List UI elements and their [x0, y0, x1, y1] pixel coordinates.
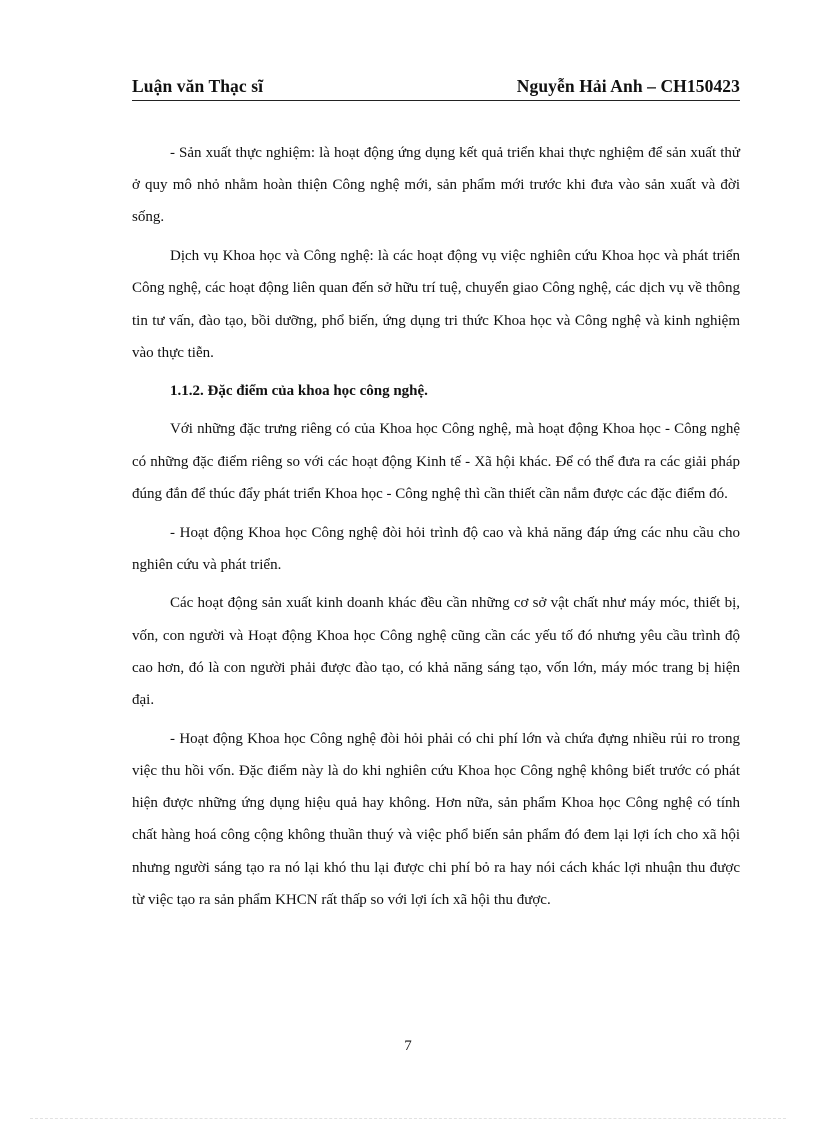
paragraph-science-services: Dịch vụ Khoa học và Công nghệ: là các hoạt động vụ việc nghiên cứu Khoa học và phát triển Công nghệ, các hoạt động liên quan đến sở hữu trí tuệ, chuyển giao Công nghệ, các dịch vụ về thông tin tư vấn, đào tạo, bồi dưỡng, phổ biến, ứng dụng tri thức Khoa học và Công nghệ và kinh nghiệm vào thực tiễn. — [132, 248, 740, 361]
section-heading: 1.1.2. Đặc điểm của khoa học công nghệ. — [170, 383, 428, 400]
paragraph-high-skill: - Hoạt động Khoa học Công nghệ đòi hỏi trình độ cao và khả năng đáp ứng các nhu cầu cho nghiên cứu và phát triển. — [132, 524, 740, 573]
header-author: Nguyễn Hải Anh – CH150423 — [516, 76, 740, 96]
document-body — [132, 137, 740, 922]
paragraph-resources: Các hoạt động sản xuất kinh doanh khác đều cần những cơ sở vật chất như máy móc, thiết bị, vốn, con người và Hoạt động Khoa học Công nghệ cũng cần các yếu tố đó nhưng yêu cầu trình độ cao hơn, đó là con người phải được đào tạo, có khả năng sáng tạo, vốn lớn, máy móc trang bị hiện đại. — [132, 595, 740, 709]
page-bottom-divider — [30, 1118, 786, 1119]
paragraph-experimental-production: - Sản xuất thực nghiệm: là hoạt động ứng dụng kết quả triển khai thực nghiệm để sản xuất thử ở quy mô nhỏ nhằm hoàn thiện Công nghệ mới, sản phẩm mới trước khi đưa vào sản xuất và đời sống. — [132, 145, 740, 226]
header-thesis-type: Luận văn Thạc sĩ — [132, 76, 264, 96]
page-header — [132, 74, 740, 101]
paragraph-characteristics-intro: Với những đặc trưng riêng có của Khoa học Công nghệ, mà hoạt động Khoa học - Công nghệ có những đặc điểm riêng so với các hoạt động Kinh tế - Xã hội khác. Để có thể đưa ra các giải pháp đúng đắn để thúc đẩy phát triển Khoa học - Công nghệ thì cần thiết cần nắm được các đặc điểm đó. — [132, 421, 740, 502]
page-number: 7 — [404, 1038, 412, 1054]
paragraph-high-cost-risk: - Hoạt động Khoa học Công nghệ đòi hỏi phải có chi phí lớn và chứa đựng nhiều rủi ro trong việc thu hồi vốn. Đặc điểm này là do khi nghiên cứu Khoa học Công nghệ không biết trước có phát hiện được những ứng dụng hiệu quả hay không. Hơn nữa, sản phẩm Khoa học Công nghệ có tính chất hàng hoá công cộng không thuần thuý và việc phổ biến sản phẩm đó đem lại lợi ích cho xã hội nhưng người sáng tạo ra nó lại khó thu lại được chi phí bỏ ra hay nói cách khác lợi nhuận thu được từ việc tạo ra sản phẩm KHCN rất thấp so với lợi ích xã hội thu được. — [132, 730, 740, 908]
